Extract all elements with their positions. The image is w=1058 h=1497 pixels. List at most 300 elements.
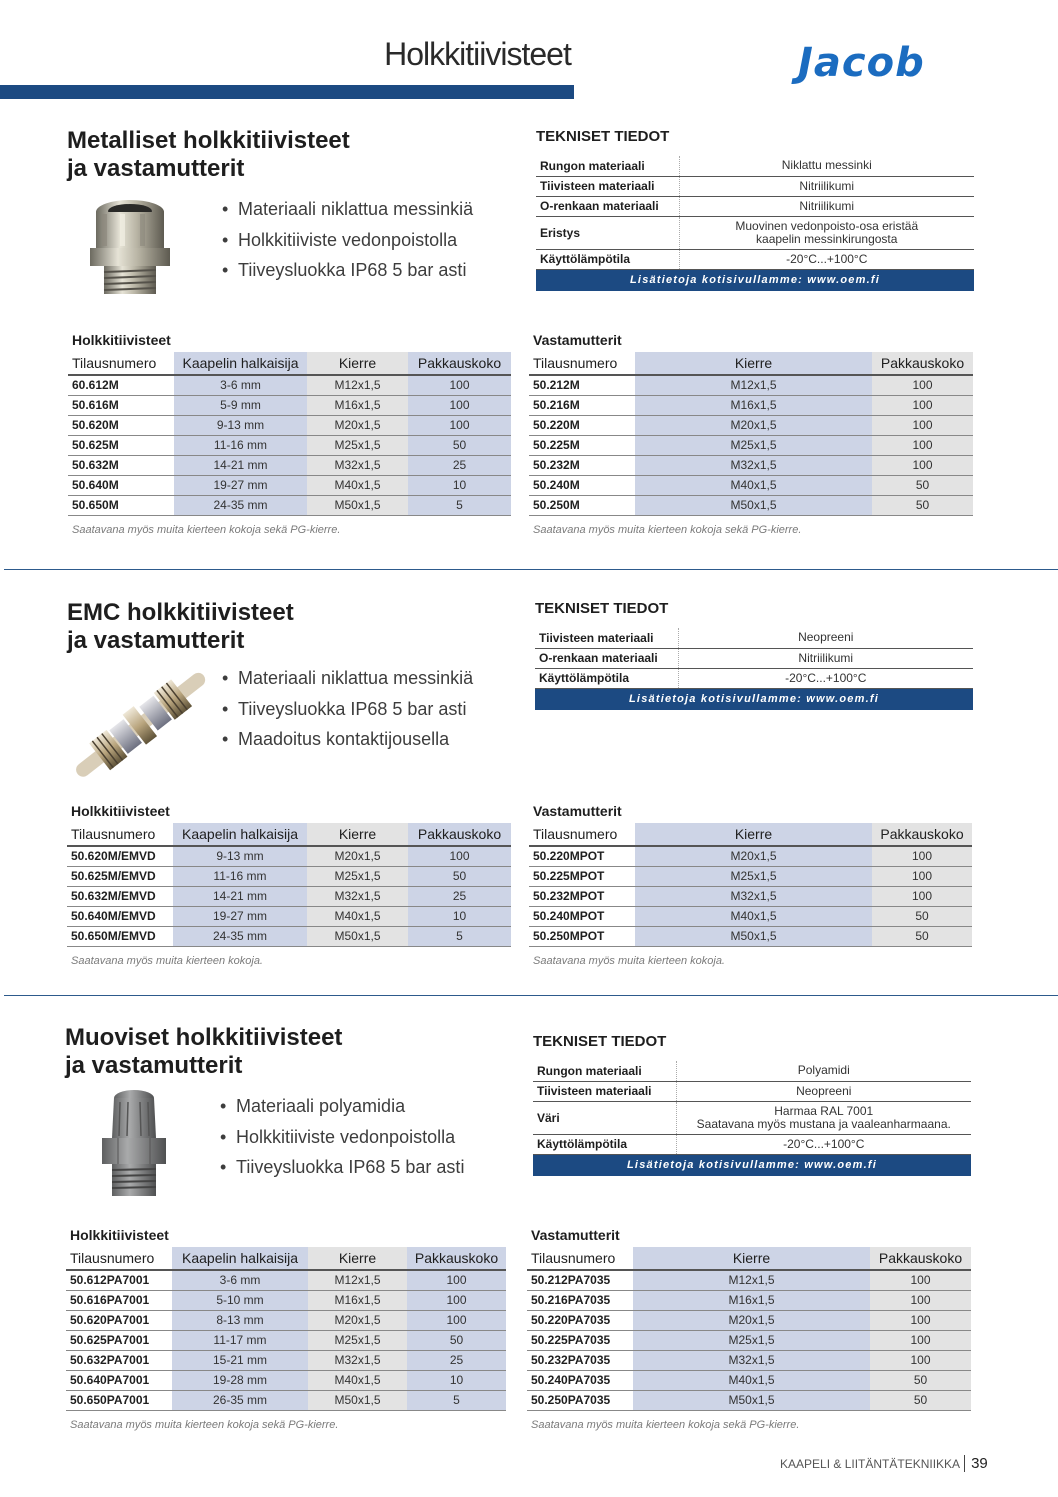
spec-key: Tiivisteen materiaali	[535, 628, 678, 648]
spec-value-line: Polyamidi	[797, 1063, 850, 1078]
spec-value-line: Harmaa RAL 7001	[774, 1103, 874, 1118]
pack-size: 50	[872, 495, 973, 515]
spec-row	[535, 628, 973, 648]
thread: M40x1,5	[307, 475, 408, 495]
table-row	[527, 1350, 971, 1370]
order-number: 50.650PA7001	[66, 1390, 172, 1410]
section-title-line2: ja vastamutterit	[65, 1052, 243, 1079]
pack-size: 100	[870, 1310, 971, 1330]
order-number: 50.216PA7035	[527, 1290, 633, 1310]
spec-value-line: kaapelin messinkirungosta	[756, 231, 898, 246]
pack-size: 10	[408, 475, 511, 495]
pack-size: 50	[870, 1370, 971, 1390]
order-number: 50.640PA7001	[66, 1370, 172, 1390]
feature-item: • Materiaali niklattua messinkiä	[222, 194, 473, 225]
table-row	[529, 455, 973, 475]
order-number: 50.250PA7035	[527, 1390, 633, 1410]
pack-size: 100	[870, 1290, 971, 1310]
table-header-row	[67, 823, 511, 846]
col-header: Tilausnumero	[67, 823, 173, 846]
order-number: 50.250MPOT	[529, 926, 635, 946]
gland-table	[68, 352, 511, 516]
pack-size: 50	[872, 926, 972, 946]
order-number: 50.225PA7035	[527, 1330, 633, 1350]
col-header: Kierre	[635, 352, 872, 375]
table-row	[68, 495, 511, 515]
cable-diameter: 3-6 mm	[172, 1270, 308, 1290]
gland-table-title: Holkkitiivisteet	[72, 332, 171, 348]
thread: M32x1,5	[308, 1350, 407, 1370]
spec-value-line: Neopreeni	[798, 630, 854, 645]
table-row	[68, 395, 511, 415]
spec-key: O-renkaan materiaali	[535, 648, 678, 668]
col-header: Tilausnumero	[529, 823, 635, 846]
nut-table-title: Vastamutterit	[533, 803, 622, 819]
col-header: Tilausnumero	[527, 1247, 633, 1270]
col-header: Pakkauskoko	[408, 352, 511, 375]
table-row	[527, 1270, 971, 1290]
order-number: 50.616M	[68, 395, 174, 415]
cable-diameter: 14-21 mm	[173, 886, 307, 906]
spec-row	[536, 176, 974, 196]
table-row	[66, 1390, 506, 1410]
thread: M25x1,5	[635, 866, 872, 886]
order-number: 50.625M/EMVD	[67, 866, 173, 886]
order-number: 50.616PA7001	[66, 1290, 172, 1310]
thread: M50x1,5	[308, 1390, 407, 1410]
order-number: 50.625PA7001	[66, 1330, 172, 1350]
spec-key: Käyttölämpötila	[533, 1134, 676, 1154]
cable-diameter: 24-35 mm	[174, 495, 307, 515]
section-title-line1: Muoviset holkkitiivisteet	[65, 1024, 343, 1051]
order-number: 50.632PA7001	[66, 1350, 172, 1370]
spec-row	[535, 648, 973, 668]
spec-row	[533, 1061, 971, 1081]
cable-diameter: 5-10 mm	[172, 1290, 308, 1310]
cable-diameter: 19-27 mm	[174, 475, 307, 495]
pack-size: 100	[872, 886, 972, 906]
table-note: Saatavana myös muita kierteen kokoja.	[71, 954, 263, 967]
table-note: Saatavana myös muita kierteen kokoja sekä PG-kierre.	[70, 1418, 339, 1431]
tech-specs-table	[536, 156, 974, 270]
table-row	[527, 1330, 971, 1350]
col-header: Kierre	[308, 1247, 407, 1270]
order-number: 50.640M/EMVD	[67, 906, 173, 926]
feature-item: • Holkkitiiviste vedonpoistolla	[220, 1122, 464, 1153]
table-row	[527, 1290, 971, 1310]
thread: M20x1,5	[307, 415, 408, 435]
spec-value	[679, 249, 974, 269]
col-header: Tilausnumero	[529, 352, 635, 375]
table-row	[67, 866, 511, 886]
pack-size: 100	[872, 866, 972, 886]
thread: M16x1,5	[308, 1290, 407, 1310]
spec-row	[536, 196, 974, 216]
spec-value	[676, 1061, 971, 1081]
col-header: Pakkauskoko	[872, 352, 973, 375]
nut-table-title: Vastamutterit	[533, 332, 622, 348]
website-banner[interactable]: Lisätietoja kotisivullamme: www.oem.fi	[535, 689, 973, 710]
spec-row	[535, 668, 973, 688]
spec-value-line: Nitriilikumi	[798, 650, 854, 665]
order-number: 50.232M	[529, 455, 635, 475]
order-number: 50.232PA7035	[527, 1350, 633, 1370]
table-note: Saatavana myös muita kierteen kokoja sekä PG-kierre.	[72, 523, 341, 536]
col-header: Kaapelin halkaisija	[172, 1247, 308, 1270]
nut-table-block	[529, 332, 973, 536]
thread: M25x1,5	[307, 866, 408, 886]
thread: M32x1,5	[633, 1350, 870, 1370]
pack-size: 100	[408, 415, 511, 435]
jacob-logo: Jacob	[798, 40, 925, 86]
col-header: Kierre	[307, 352, 408, 375]
thread: M40x1,5	[635, 475, 872, 495]
tech-specs	[536, 128, 974, 291]
col-header: Pakkauskoko	[872, 823, 972, 846]
spec-value	[678, 628, 973, 648]
spec-value	[676, 1081, 971, 1101]
table-row	[66, 1310, 506, 1330]
table-row	[529, 435, 973, 455]
cable-diameter: 19-28 mm	[172, 1370, 308, 1390]
gland-table-block	[67, 803, 511, 967]
pack-size: 100	[870, 1270, 971, 1290]
feature-item: • Tiiveysluokka IP68 5 bar asti	[222, 255, 473, 286]
pack-size: 5	[408, 495, 511, 515]
table-row	[529, 926, 972, 946]
table-row	[66, 1330, 506, 1350]
col-header: Pakkauskoko	[408, 823, 511, 846]
col-header: Kierre	[633, 1247, 870, 1270]
cable-diameter: 19-27 mm	[173, 906, 307, 926]
pack-size: 100	[872, 846, 972, 866]
feature-item: • Materiaali niklattua messinkiä	[222, 663, 473, 694]
table-row	[67, 846, 511, 866]
nut-table	[527, 1247, 971, 1411]
pack-size: 100	[872, 415, 973, 435]
cable-diameter: 9-13 mm	[174, 415, 307, 435]
thread: M32x1,5	[635, 886, 872, 906]
pack-size: 50	[870, 1390, 971, 1410]
feature-item: • Tiiveysluokka IP68 5 bar asti	[222, 694, 473, 725]
order-number: 60.612M	[68, 375, 174, 395]
table-row	[529, 415, 973, 435]
thread: M40x1,5	[633, 1370, 870, 1390]
thread: M40x1,5	[308, 1370, 407, 1390]
spec-key: Väri	[533, 1101, 676, 1134]
table-header-row	[529, 352, 973, 375]
pack-size: 100	[407, 1290, 506, 1310]
thread: M20x1,5	[307, 846, 408, 866]
section-title	[65, 1024, 342, 1080]
nut-table-block	[529, 803, 972, 967]
col-header: Pakkauskoko	[407, 1247, 506, 1270]
order-number: 50.240PA7035	[527, 1370, 633, 1390]
pack-size: 50	[872, 475, 973, 495]
nut-table-block	[527, 1227, 971, 1431]
spec-row	[536, 249, 974, 269]
col-header: Tilausnumero	[66, 1247, 172, 1270]
order-number: 50.650M	[68, 495, 174, 515]
spec-key: O-renkaan materiaali	[536, 196, 679, 216]
spec-row	[533, 1101, 971, 1134]
order-number: 50.620M	[68, 415, 174, 435]
feature-item: • Holkkitiiviste vedonpoistolla	[222, 225, 473, 256]
col-header: Tilausnumero	[68, 352, 174, 375]
website-banner[interactable]: Lisätietoja kotisivullamme: www.oem.fi	[536, 270, 974, 291]
order-number: 50.225MPOT	[529, 866, 635, 886]
thread: M20x1,5	[635, 846, 872, 866]
pack-size: 100	[408, 375, 511, 395]
section-metal	[0, 0, 1058, 570]
order-number: 50.220PA7035	[527, 1310, 633, 1330]
cable-diameter: 14-21 mm	[174, 455, 307, 475]
spec-key: Rungon materiaali	[533, 1061, 676, 1081]
nut-table-title: Vastamutterit	[531, 1227, 620, 1243]
page-number: 39	[964, 1455, 988, 1472]
table-header-row	[527, 1247, 971, 1270]
gland-table-title: Holkkitiivisteet	[70, 1227, 169, 1243]
pack-size: 100	[407, 1310, 506, 1330]
spec-value	[679, 196, 974, 216]
table-row	[68, 375, 511, 395]
gland-table	[67, 823, 511, 947]
table-row	[67, 926, 511, 946]
section-divider	[4, 569, 1058, 570]
thread: M16x1,5	[307, 395, 408, 415]
table-note: Saatavana myös muita kierteen kokoja.	[533, 954, 725, 967]
tech-specs-table	[535, 628, 973, 689]
thread: M50x1,5	[307, 495, 408, 515]
pack-size: 25	[407, 1350, 506, 1370]
thread: M12x1,5	[307, 375, 408, 395]
table-row	[68, 475, 511, 495]
table-row	[529, 475, 973, 495]
thread: M12x1,5	[633, 1270, 870, 1290]
pack-size: 100	[870, 1350, 971, 1370]
spec-key: Rungon materiaali	[536, 156, 679, 176]
order-number: 50.232MPOT	[529, 886, 635, 906]
tech-specs-heading: TEKNISET TIEDOT	[536, 128, 670, 145]
gland-table-title: Holkkitiivisteet	[71, 803, 170, 819]
order-number: 50.220M	[529, 415, 635, 435]
table-row	[529, 886, 972, 906]
thread: M12x1,5	[308, 1270, 407, 1290]
thread: M50x1,5	[633, 1390, 870, 1410]
cable-diameter: 26-35 mm	[172, 1390, 308, 1410]
pack-size: 10	[408, 906, 511, 926]
order-number: 50.250M	[529, 495, 635, 515]
pack-size: 50	[408, 866, 511, 886]
pack-size: 100	[408, 395, 511, 415]
table-row	[529, 906, 972, 926]
cable-diameter: 11-16 mm	[174, 435, 307, 455]
order-number: 50.240MPOT	[529, 906, 635, 926]
table-row	[66, 1350, 506, 1370]
order-number: 50.632M	[68, 455, 174, 475]
spec-key: Tiivisteen materiaali	[533, 1081, 676, 1101]
thread: M50x1,5	[307, 926, 408, 946]
order-number: 50.632M/EMVD	[67, 886, 173, 906]
cable-diameter: 15-21 mm	[172, 1350, 308, 1370]
thread: M12x1,5	[635, 375, 872, 395]
table-row	[66, 1270, 506, 1290]
thread: M25x1,5	[308, 1330, 407, 1350]
table-row	[68, 455, 511, 475]
nut-table	[529, 352, 973, 516]
order-number: 50.240M	[529, 475, 635, 495]
spec-row	[536, 216, 974, 249]
table-header-row	[529, 823, 972, 846]
pack-size: 5	[408, 926, 511, 946]
spec-value	[679, 216, 974, 249]
thread: M16x1,5	[635, 395, 872, 415]
spec-row	[533, 1134, 971, 1154]
feature-item: • Materiaali polyamidia	[220, 1091, 464, 1122]
tech-specs	[535, 600, 973, 710]
gland-table-block	[68, 332, 511, 536]
table-header-row	[66, 1247, 506, 1270]
thread: M32x1,5	[307, 886, 408, 906]
spec-value-line: Neopreeni	[796, 1083, 852, 1098]
spec-value-line: Muovinen vedonpoisto-osa eristää	[735, 218, 919, 233]
cable-diameter: 3-6 mm	[174, 375, 307, 395]
spec-value-line: -20°C...+100°C	[783, 1136, 865, 1151]
page-title: Holkkitiivisteet	[384, 36, 571, 72]
plastic-gland-image	[98, 1088, 170, 1198]
pack-size: 100	[870, 1330, 971, 1350]
order-number: 50.640M	[68, 475, 174, 495]
spec-key: Käyttölämpötila	[535, 668, 678, 688]
thread: M25x1,5	[307, 435, 408, 455]
cable-diameter: 9-13 mm	[173, 846, 307, 866]
pack-size: 100	[872, 435, 973, 455]
thread: M50x1,5	[635, 926, 872, 946]
section-title-line1: EMC holkkitiivisteet	[67, 599, 294, 626]
thread: M50x1,5	[635, 495, 872, 515]
table-row	[68, 415, 511, 435]
order-number: 50.620PA7001	[66, 1310, 172, 1330]
footer-text: KAAPELI & LIITÄNTÄTEKNIIKKA	[780, 1457, 961, 1471]
table-row	[527, 1370, 971, 1390]
table-note: Saatavana myös muita kierteen kokoja sekä PG-kierre.	[533, 523, 802, 536]
table-header-row	[68, 352, 511, 375]
spec-value	[678, 668, 973, 688]
thread: M40x1,5	[307, 906, 408, 926]
pack-size: 100	[872, 395, 973, 415]
pack-size: 25	[408, 455, 511, 475]
spec-value	[676, 1134, 971, 1154]
col-header: Kierre	[307, 823, 408, 846]
table-row	[527, 1310, 971, 1330]
spec-value-line: Nitriilikumi	[799, 198, 855, 213]
cable-diameter: 11-16 mm	[173, 866, 307, 886]
order-number: 50.625M	[68, 435, 174, 455]
table-row	[529, 495, 973, 515]
section-title	[67, 127, 350, 183]
order-number: 50.620M/EMVD	[67, 846, 173, 866]
thread: M16x1,5	[633, 1290, 870, 1310]
table-row	[66, 1290, 506, 1310]
pack-size: 5	[407, 1390, 506, 1410]
thread: M32x1,5	[307, 455, 408, 475]
spec-row	[533, 1081, 971, 1101]
col-header: Kaapelin halkaisija	[173, 823, 307, 846]
spec-value	[679, 156, 974, 176]
pack-size: 100	[407, 1270, 506, 1290]
section-title-line2: ja vastamutterit	[67, 627, 245, 654]
spec-row	[536, 156, 974, 176]
gland-table	[66, 1247, 506, 1411]
table-row	[529, 395, 973, 415]
thread: M32x1,5	[635, 455, 872, 475]
nut-table	[529, 823, 972, 947]
table-row	[529, 866, 972, 886]
table-row	[68, 435, 511, 455]
order-number: 50.650M/EMVD	[67, 926, 173, 946]
pack-size: 10	[407, 1370, 506, 1390]
feature-list	[222, 194, 473, 286]
tech-specs	[533, 1033, 971, 1176]
col-header: Pakkauskoko	[870, 1247, 971, 1270]
section-title-line1: Metalliset holkkitiivisteet	[67, 127, 350, 154]
col-header: Kierre	[635, 823, 872, 846]
thread: M20x1,5	[308, 1310, 407, 1330]
spec-value	[678, 648, 973, 668]
spec-value-line: Saatavana myös mustana ja vaaleanharmaana.	[696, 1116, 951, 1131]
feature-item: • Tiiveysluokka IP68 5 bar asti	[220, 1152, 464, 1183]
order-number: 50.220MPOT	[529, 846, 635, 866]
order-number: 50.212M	[529, 375, 635, 395]
tech-specs-heading: TEKNISET TIEDOT	[533, 1033, 667, 1050]
emc-gland-image	[70, 668, 210, 780]
spec-value	[676, 1101, 971, 1134]
section-title	[67, 599, 294, 655]
spec-key: Eristys	[536, 216, 679, 249]
order-number: 50.225M	[529, 435, 635, 455]
table-row	[529, 375, 973, 395]
pack-size: 25	[408, 886, 511, 906]
pack-size: 100	[872, 375, 973, 395]
feature-list	[220, 1091, 464, 1183]
pack-size: 50	[872, 906, 972, 926]
spec-value	[679, 176, 974, 196]
pack-size: 50	[407, 1330, 506, 1350]
feature-list	[222, 663, 473, 755]
spec-value-line: -20°C...+100°C	[786, 251, 868, 266]
order-number: 50.216M	[529, 395, 635, 415]
thread: M20x1,5	[635, 415, 872, 435]
website-banner[interactable]: Lisätietoja kotisivullamme: www.oem.fi	[533, 1155, 971, 1176]
feature-item: • Maadoitus kontaktijousella	[222, 724, 473, 755]
cable-diameter: 11-17 mm	[172, 1330, 308, 1350]
pack-size: 100	[408, 846, 511, 866]
section-divider	[4, 995, 1058, 996]
page-footer	[780, 1455, 988, 1472]
table-row	[66, 1370, 506, 1390]
tech-specs-heading: TEKNISET TIEDOT	[535, 600, 669, 617]
spec-value-line: Nitriilikumi	[799, 178, 855, 193]
thread: M25x1,5	[633, 1330, 870, 1350]
cable-diameter: 8-13 mm	[172, 1310, 308, 1330]
table-note: Saatavana myös muita kierteen kokoja sekä PG-kierre.	[531, 1418, 800, 1431]
thread: M20x1,5	[633, 1310, 870, 1330]
order-number: 50.612PA7001	[66, 1270, 172, 1290]
table-row	[529, 846, 972, 866]
pack-size: 100	[872, 455, 973, 475]
col-header: Kaapelin halkaisija	[174, 352, 307, 375]
spec-value-line: -20°C...+100°C	[785, 670, 867, 685]
